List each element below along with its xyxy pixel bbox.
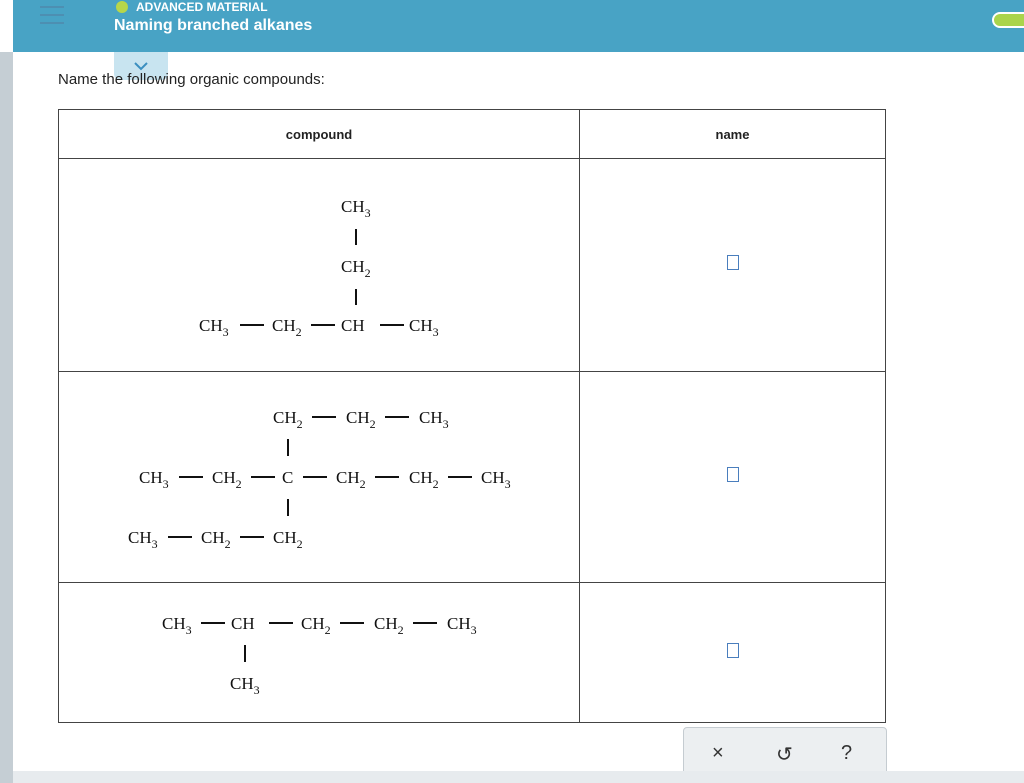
label-ch2: $CH_2$ [346,408,376,431]
molecule-3 [59,583,579,722]
answer-input-1[interactable] [727,255,739,270]
page-title: Naming branched alkanes [114,17,313,34]
answer-toolbar [683,727,887,777]
label-ch3: $CH_3$ [481,468,511,491]
label-ch2: $CH_2$ [201,528,231,551]
bottom-bar [13,771,1024,783]
hamburger-menu-icon[interactable] [40,6,64,26]
progress-indicator [992,12,1024,28]
label-ch: CH [231,614,255,633]
left-rail [0,0,13,783]
chevron-down-icon [134,62,148,71]
label-ch2: $CH_2$ [341,257,371,280]
menu-strip [0,0,13,52]
label-c: C [282,468,294,487]
label-ch3: $CH_3$ [230,674,260,697]
status-dot-icon [116,1,128,13]
molecule-2 [59,372,579,582]
label-ch2: $CH_2$ [273,408,303,431]
label-ch2: $CH_2$ [374,614,404,637]
answer-cell-3 [580,583,886,723]
column-header-name: name [580,110,886,159]
label-ch3: $CH_3$ [341,197,371,220]
clear-button[interactable]: × [712,742,724,764]
answer-cell-2 [580,372,886,583]
label-ch2: $CH_2$ [336,468,366,491]
answer-cell-1 [580,159,886,372]
label-ch3: $CH_3$ [447,614,477,637]
label-ch2: $CH_2$ [409,468,439,491]
column-header-compound: compound [59,110,580,159]
label-ch3: $CH_3$ [162,614,192,637]
answer-input-2[interactable] [727,467,739,482]
label-ch2: $CH_2$ [272,316,302,339]
label-ch2: $CH_2$ [301,614,331,637]
answer-input-3[interactable] [727,643,739,658]
label-ch3: $CH_3$ [128,528,158,551]
instruction-text: Name the following organic compounds: [58,71,325,88]
help-button[interactable]: ? [841,742,853,764]
label-ch: CH [341,316,365,335]
compound-cell-2 [59,372,580,583]
compound-cell-3 [59,583,580,723]
label-ch3: $CH_3$ [139,468,169,491]
compounds-table [58,109,886,723]
advanced-badge: ADVANCED MATERIAL [116,0,268,13]
label-ch3: $CH_3$ [409,316,439,339]
label-ch3: $CH_3$ [419,408,449,431]
undo-button[interactable]: ↺ [776,744,793,766]
compound-cell-1 [59,159,580,372]
molecule-1 [59,159,579,371]
label-ch2: $CH_2$ [273,528,303,551]
label-ch3: $CH_3$ [199,316,229,339]
label-ch2: $CH_2$ [212,468,242,491]
